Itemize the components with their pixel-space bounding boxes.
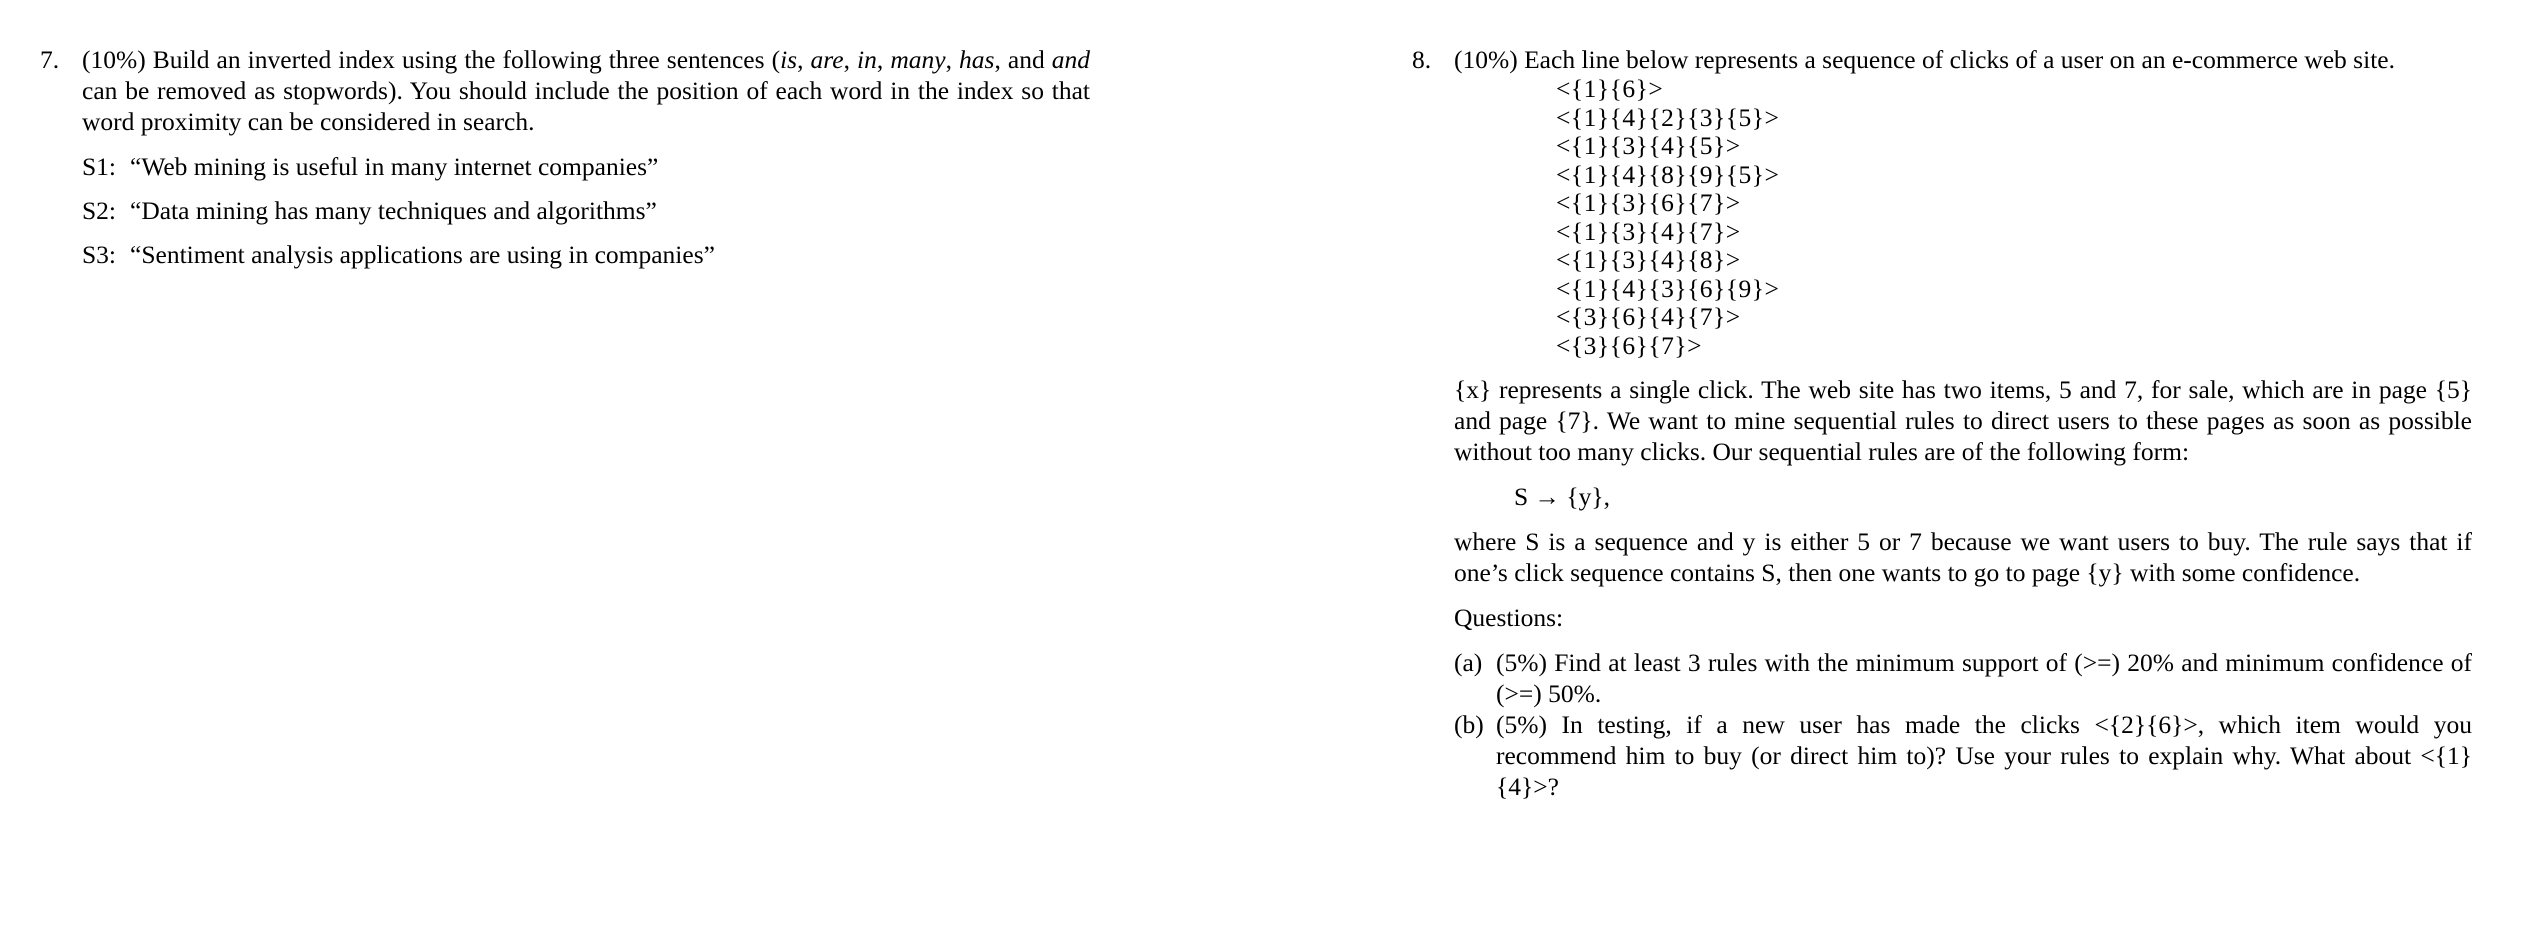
q7-number: 7. [40, 45, 60, 74]
click-sequence: <{3}{6}{7}> [1556, 330, 1702, 360]
q8-number: 8. [1412, 45, 1432, 74]
click-sequence: <{1}{6}> [1556, 74, 1664, 103]
q8-header [1412, 44, 2472, 75]
click-sequence: <{1}{3}{4}{7}> [1556, 216, 1741, 246]
subquestion-label: (a) [1454, 648, 1483, 677]
click-sequence: <{3}{6}{4}{7}> [1556, 302, 1741, 331]
subquestion-label: (b) [1454, 710, 1484, 739]
q8-subquestion-a [1454, 647, 2472, 709]
sentence-s1 [82, 151, 1110, 182]
sentence-label: S2: [82, 196, 117, 225]
q8-rule-form: S → {y}, [1514, 482, 1611, 511]
q8-paragraph-description: {x} represents a single click. The web site has two items, 5 and 7, for sale, which are in page {5} and page {7}. We want to mine sequential rules to direct users to these pages as soon as possible without too many clicks. Our sequential rules are of the following form: [1454, 375, 2472, 466]
q8-questions-label: Questions: [1454, 603, 1564, 632]
sentence-text: “Data mining has many techniques and algorithms” [130, 196, 657, 225]
q8-body [1412, 374, 2472, 802]
subquestion-text: (5%) In testing, if a new user has made the clicks <{2}{6}>, which item would you recommend him to buy (or direct him to)? Use your rules to explain why. What about <{1}{4}>? [1496, 710, 2472, 801]
sentence-s3 [82, 239, 1110, 270]
sentence-label: S3: [82, 240, 117, 269]
q8-intro: (10%) Each line below represents a sequence of clicks of a user on an e-commerce web site. [1454, 45, 2395, 74]
q7-intro: (10%) Build an inverted index using the following three sentences (is, are, in, many, has, and and can be removed as stopwords). You should include the position of each word in the index so that word proximity can be considered in search. [82, 45, 1091, 136]
click-sequence-list [1412, 75, 2472, 360]
click-sequence: <{1}{3}{6}{7}> [1556, 188, 1741, 217]
q8-paragraph-explanation: where S is a sequence and y is either 5 or 7 because we want users to buy. The rule says that if one’s click sequence contains S, then one wants to go to page {y} with some confidence. [1454, 527, 2472, 587]
q7-sentence-list [40, 151, 1110, 270]
sentence-s2 [82, 195, 1110, 226]
subquestion-text: (5%) Find at least 3 rules with the minimum support of (>=) 20% and minimum confidence of (>=) 50%. [1496, 648, 2472, 708]
sentence-text: “Sentiment analysis applications are using in companies” [130, 240, 715, 269]
click-sequence: <{1}{4}{3}{6}{9}> [1556, 273, 1780, 303]
sentence-label: S1: [82, 152, 117, 181]
question-7 [40, 44, 1110, 283]
sentence-text: “Web mining is useful in many internet companies” [130, 152, 659, 181]
click-sequence: <{1}{3}{4}{8}> [1556, 245, 1741, 274]
click-sequence: <{1}{4}{2}{3}{5}> [1556, 102, 1780, 132]
q8-subquestion-b [1454, 709, 2472, 802]
q7-header [40, 44, 1090, 137]
question-8 [1412, 44, 2472, 802]
click-sequence: <{1}{3}{4}{5}> [1556, 131, 1741, 160]
click-sequence: <{1}{4}{8}{9}{5}> [1556, 159, 1780, 189]
